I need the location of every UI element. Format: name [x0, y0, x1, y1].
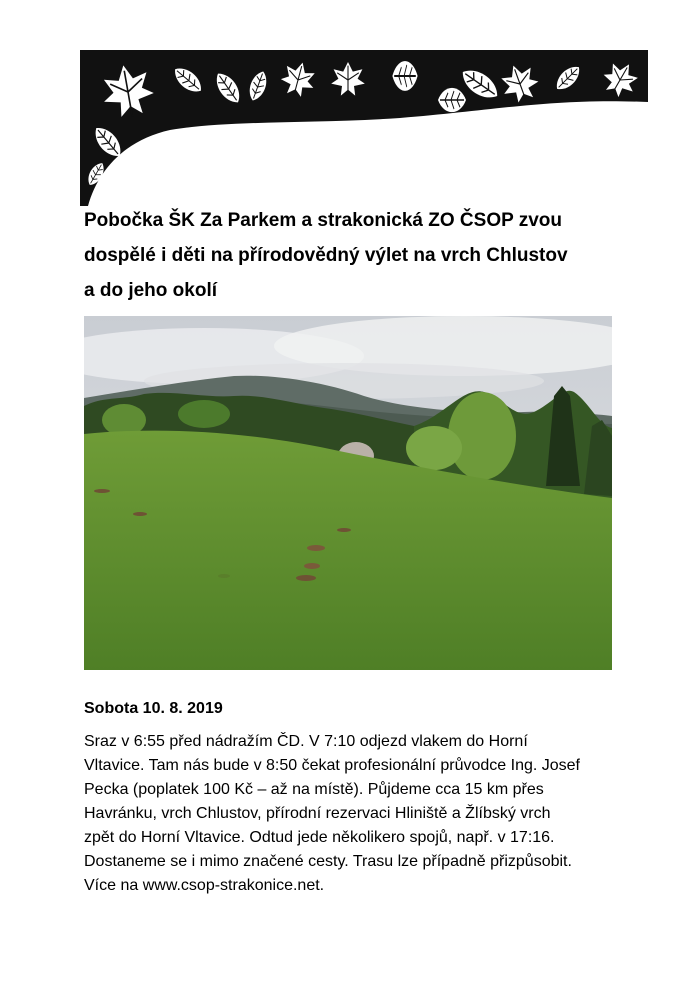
headline-line: dospělé i děti na přírodovědný výlet na vrch Chlustov	[84, 245, 568, 266]
headline-line: a do jeho okolí	[84, 280, 218, 301]
landscape-photo	[84, 316, 612, 670]
event-description	[84, 730, 624, 898]
description-line: Sraz v 6:55 před nádražím ČD. V 7:10 odjezd vlakem do Horní	[84, 733, 528, 750]
description-line: Pecka (poplatek 100 Kč – až na místě). Půjdeme cca 15 km přes	[84, 781, 544, 798]
leaf-banner	[80, 50, 648, 206]
description-line: Dostaneme se i mimo značené cesty. Trasu lze případně přizpůsobit.	[84, 853, 572, 870]
description-line: Vltavice. Tam nás bude v 8:50 čekat profesionální průvodce Ing. Josef	[84, 757, 580, 774]
headline-line: Pobočka ŠK Za Parkem a strakonická ZO ČSOP zvou	[84, 210, 562, 231]
description-line: zpět do Horní Vltavice. Odtud jede několikero spojů, např. v 17:16.	[84, 829, 555, 846]
description-line: Havránku, vrch Chlustov, přírodní rezervaci Hliniště a Žlíbský vrch	[84, 805, 551, 822]
headline	[84, 203, 624, 308]
event-date: Sobota 10. 8. 2019	[84, 700, 223, 717]
description-line: Více na www.csop-strakonice.net.	[84, 877, 325, 894]
